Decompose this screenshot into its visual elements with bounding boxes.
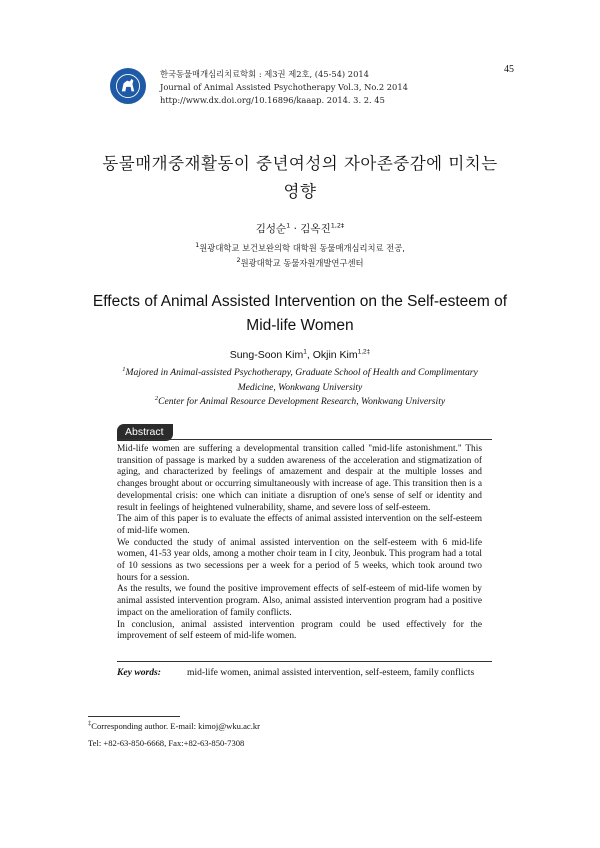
korean-author-separator: · [290, 223, 301, 235]
abstract-paragraph: Mid-life women are suffering a developmental transition called "mid-life astonishment." This transition of passage is marked by a sudden awareness of the acceleration and stigmatization of aging, and characterized by feelings of amazement and despair at the multiple losses and changes brought about or occurring simultaneously with increase of age. This transition then is a developmental crisis: one which can initiate a disruption of one's sense of self or identity and result in feelings of heightened vulnerability, shame, and severe loss of self-esteem. [117, 444, 482, 513]
abstract-paragraph: The aim of this paper is to evaluate the effects of animal assisted intervention on the self-esteem of mid-life women. [117, 514, 482, 536]
journal-header [160, 68, 408, 107]
footnote-corresponding-text: Corresponding author. E-mail: kimoj@wku.ac.kr [91, 721, 261, 731]
english-author2: Okjin Kim [312, 349, 358, 361]
korean-title [0, 150, 600, 206]
korean-title-line2: 영향 [283, 182, 317, 201]
korean-affiliation-2 [0, 256, 600, 271]
korean-author2-sup: 1,2‡ [330, 221, 345, 230]
keywords-label: Key words: [117, 667, 161, 678]
journal-logo [110, 68, 146, 104]
english-affil1-sup: 1 [122, 365, 126, 373]
korean-affil2-text: 원광대학교 동물자원개발연구센터 [240, 258, 364, 268]
abstract-body [117, 444, 482, 643]
english-author1: Sung-Soon Kim [229, 349, 304, 361]
dog-emblem-icon [112, 70, 144, 102]
journal-doi: http://www.dx.doi.org/10.16896/kaaap. 2014. 3. 2. 45 [160, 95, 385, 105]
keywords-text: mid-life women, animal assisted intervention, self-esteem, family conflicts [187, 667, 475, 678]
english-affil1-line1: Majored in Animal-assisted Psychotherapy, Graduate School of Health and Complimentary [125, 367, 478, 378]
english-affil2-text: Center for Animal Resource Development Research, Wonkwang University [158, 396, 446, 407]
korean-title-line1: 동물매개중재활동이 중년여성의 자아존중감에 미치는 [102, 154, 498, 173]
footnote-corresponding [88, 718, 260, 735]
journal-english: Journal of Animal Assisted Psychotherapy Vol.3, No.2 2014 [160, 82, 408, 92]
abstract-label: Abstract [117, 424, 173, 441]
abstract-paragraph: We conducted the study of animal assisted intervention on the self-esteem with 6 mid-life women, 41-53 year olds, among a mother choir team in I city, Jeonbuk. This program had a total of 10 sessions as two secessions per a week for a period of 5 weeks, which took around two hours for a session. [117, 537, 482, 583]
abstract-divider [117, 439, 492, 440]
korean-author1-sup: 1 [286, 221, 291, 230]
footnote-contact: Tel: +82-63-850-6668, Fax:+82-63-850-7308 [88, 738, 245, 748]
keywords-divider [117, 661, 492, 662]
english-authors [0, 349, 600, 361]
english-title-line2: Mid-life Women [246, 317, 354, 334]
korean-affil2-sup: 2 [236, 256, 241, 265]
korean-affiliation-1 [0, 241, 600, 256]
korean-authors [0, 221, 600, 236]
korean-author1: 김성순 [255, 223, 287, 235]
korean-affiliations [0, 241, 600, 271]
journal-korean: 한국동물매개심리치료학회 : 제3권 제2호, (45-54) 2014 [160, 69, 369, 79]
english-affiliation-1 [0, 366, 600, 381]
korean-affil1-text: 원광대학교 보건보완의학 대학원 동물매개심리치료 전공, [199, 243, 405, 253]
english-affiliations [0, 366, 600, 410]
english-affil2-sup: 2 [154, 394, 159, 402]
english-title [0, 290, 600, 338]
english-author1-sup: 1 [303, 348, 307, 356]
page-number: 45 [504, 64, 514, 75]
english-author2-sup: 1,2‡ [357, 348, 371, 356]
footnote-mark: ‡ [88, 720, 92, 728]
abstract-paragraph: In conclusion, animal assisted intervention program could be used effectively for the improvement of self esteem of mid-life women. [117, 619, 482, 642]
english-title-line1: Effects of Animal Assisted Intervention on the Self-esteem of [92, 293, 508, 310]
footnote-divider [88, 716, 180, 717]
korean-affil1-sup: 1 [195, 241, 200, 250]
english-affiliation-2 [0, 395, 600, 410]
korean-author2: 김옥진 [300, 223, 331, 235]
footnote [88, 718, 260, 752]
keywords [117, 667, 487, 680]
english-author-separator: , [306, 349, 313, 361]
abstract-paragraph: As the results, we found the positive improvement effects of self-esteem of mid-life women by animal assisted intervention program. Also, animal assisted intervention program had a positive impact on the amelioration of family conflicts. [117, 584, 482, 618]
english-affil1-line2: Medicine, Wonkwang University [237, 381, 363, 393]
